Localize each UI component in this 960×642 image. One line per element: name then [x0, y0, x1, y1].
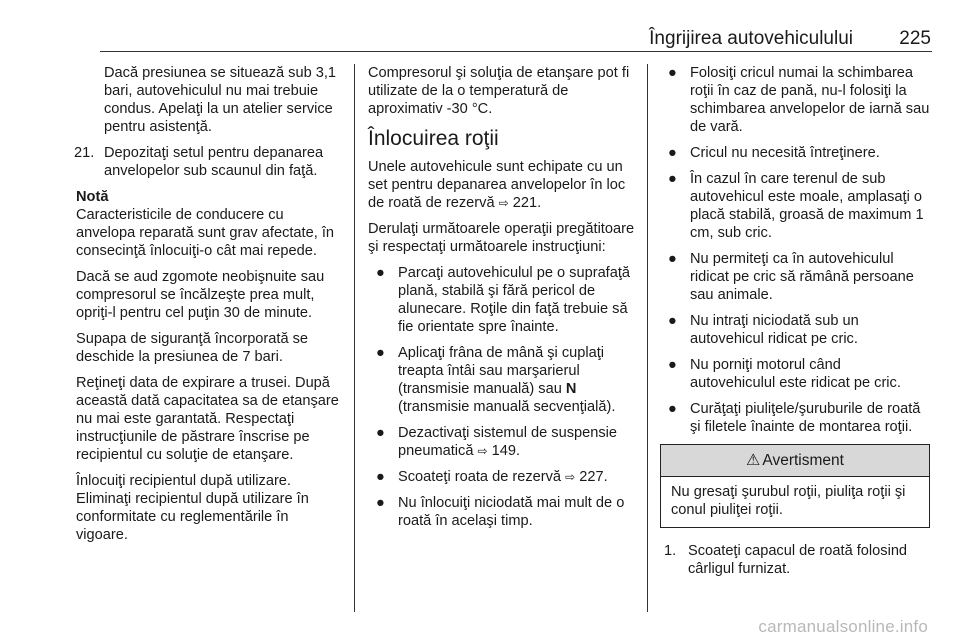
page-reference[interactable]: 221.: [512, 195, 542, 211]
bullet-icon: ●: [376, 265, 385, 281]
arrow-right-icon: ⇨: [565, 470, 576, 484]
bullet-icon: ●: [668, 313, 677, 329]
section-heading: Înlocuirea roţii: [368, 127, 499, 150]
step-number: 21.: [74, 145, 95, 161]
step-21: [76, 144, 342, 180]
column-2: [368, 64, 636, 538]
arrow-right-icon: ⇨: [498, 196, 509, 210]
list-item: [368, 344, 636, 416]
continued-paragraph: Dacă presiunea se situează sub 3,1 bari, autovehiculul nu mai trebuie condus. Apelaţi la un atelier service pentru asistenţă.: [104, 65, 337, 135]
step-text: Depozitaţi setul pentru depanarea anvelopelor sub scaunul din faţă.: [104, 145, 324, 179]
warning-title: Avertisment: [762, 452, 844, 469]
intro-paragraph: [368, 158, 636, 212]
step-text: Scoateţi capacul de roată folosind cârligul furnizat.: [688, 543, 908, 577]
list-item-text: Nu permiteţi ca în autovehiculul ridicat pe cric să rămână persoane sau animale.: [690, 251, 914, 303]
column-divider-1: [354, 64, 355, 612]
header-divider: [100, 51, 932, 52]
step-1: [660, 542, 930, 578]
bullet-icon: ●: [376, 345, 385, 361]
bullet-icon: ●: [668, 171, 677, 187]
list-item: [660, 356, 930, 392]
prep-list: [368, 264, 636, 530]
list-item: [660, 170, 930, 242]
step-number: 1.: [664, 543, 677, 559]
bullet-icon: ●: [668, 357, 677, 373]
list-item: [660, 312, 930, 348]
warning-box: [660, 444, 930, 528]
jack-list: [660, 64, 930, 436]
list-item-text: Nu porniţi motorul când autovehiculul este ridicat pe cric.: [690, 357, 901, 391]
note-text: Caracteristicile de conducere cu anvelopa reparată sunt grav afectate, în consecinţă înlocuiţi-o cât mai repede.: [76, 207, 334, 259]
prep-paragraph: Derulaţi următoarele operaţii pregătitoare şi respectaţi următoarele instrucţiuni:: [368, 221, 635, 255]
intro-text: Unele autovehicule sunt echipate cu un set pentru depanarea anvelopelor în loc de roată de rezervă: [368, 159, 626, 211]
paragraph-temperature: Compresorul şi soluţia de etanşare pot fi utilizate de la o temperatură de aproximativ -30 °C.: [368, 65, 630, 117]
list-item: [368, 264, 636, 336]
list-item-text: Scoateţi roata de rezervă: [398, 469, 562, 485]
page-title: Îngrijirea autovehiculului: [649, 28, 853, 49]
list-item: [660, 250, 930, 304]
column-1: [76, 64, 342, 552]
list-item-text: Folosiţi cricul numai la schimbarea roţii în caz de pană, nu-l folosiţi la schimbarea anvelopelor de iarnă sau de vară.: [690, 65, 930, 135]
bullet-icon: ●: [376, 469, 385, 485]
warning-text: Nu gresaţi şurubul roţii, piuliţa roţii şi conul piuliţei roţii.: [671, 484, 906, 518]
bullet-icon: ●: [376, 495, 385, 511]
list-item: [660, 64, 930, 136]
page-reference[interactable]: 227.: [579, 469, 608, 485]
list-item-text: Nu intraţi niciodată sub un autovehicul ridicat pe cric.: [690, 313, 859, 347]
list-item-text: Aplicaţi frâna de mână şi cuplaţi treapta întâi sau marşarierul (transmisie manuală) sau: [398, 345, 605, 397]
page-reference[interactable]: 149.: [491, 443, 521, 459]
page-header: [100, 28, 935, 50]
bullet-icon: ●: [668, 145, 677, 161]
gear-n-label: N: [565, 381, 577, 397]
list-item-text: Curăţaţi piuliţele/şuruburile de roată şi filetele înainte de montarea roţii.: [690, 401, 921, 435]
bullet-icon: ●: [668, 401, 677, 417]
list-item: [660, 400, 930, 436]
list-item-text: (transmisie manuală secvenţială).: [398, 399, 616, 415]
paragraph-valve: Supapa de siguranţă încorporată se deschide la presiunea de 7 bari.: [76, 331, 309, 365]
column-3: [660, 64, 930, 586]
paragraph-noise: Dacă se aud zgomote neobişnuite sau compresorul se încălzeşte prea mult, opriţi-l pentru cel puţin 30 de minute.: [76, 269, 325, 321]
bullet-icon: ●: [668, 65, 677, 81]
list-item-text: Dezactivaţi sistemul de suspensie pneumatică: [398, 425, 618, 459]
paragraph-expiry: Reţineţi data de expirare a trusei. După această dată capacitatea sa de etanşare nu mai este garantată. Respectaţi instrucţiunile de păstrare înscrise pe recipientul cu soluţie de etanşare.: [76, 375, 339, 463]
bullet-icon: ●: [376, 425, 385, 441]
watermark: carmanualsonline.info: [758, 617, 928, 636]
list-item-text: Nu înlocuiţi niciodată mai mult de o roată în acelaşi timp.: [398, 495, 625, 529]
warning-icon: ⚠: [746, 450, 761, 469]
arrow-right-icon: ⇨: [477, 444, 488, 458]
list-item-text: Cricul nu necesită întreţinere.: [690, 145, 880, 161]
page-number: 225: [899, 28, 931, 49]
column-divider-2: [647, 64, 648, 612]
list-item: [660, 144, 930, 162]
warning-header: [661, 445, 929, 477]
list-item: [368, 424, 636, 460]
list-item-text: Parcaţi autovehiculul pe o suprafaţă plană, stabilă şi fără pericol de alunecare. Roţile din faţă trebuie să fie orientate spre înainte.: [398, 265, 631, 335]
paragraph-replace: Înlocuiţi recipientul după utilizare. Eliminaţi recipientul după utilizare în conformitate cu reglementările în vigoare.: [76, 473, 309, 543]
note-title: Notă: [76, 189, 109, 205]
bullet-icon: ●: [668, 251, 677, 267]
list-item: [368, 494, 636, 530]
list-item-text: În cazul în care terenul de sub autovehicul este moale, amplasaţi o placă stabilă, groasă de maximum 1 cm, sub cric.: [690, 171, 924, 241]
list-item: [368, 468, 636, 486]
